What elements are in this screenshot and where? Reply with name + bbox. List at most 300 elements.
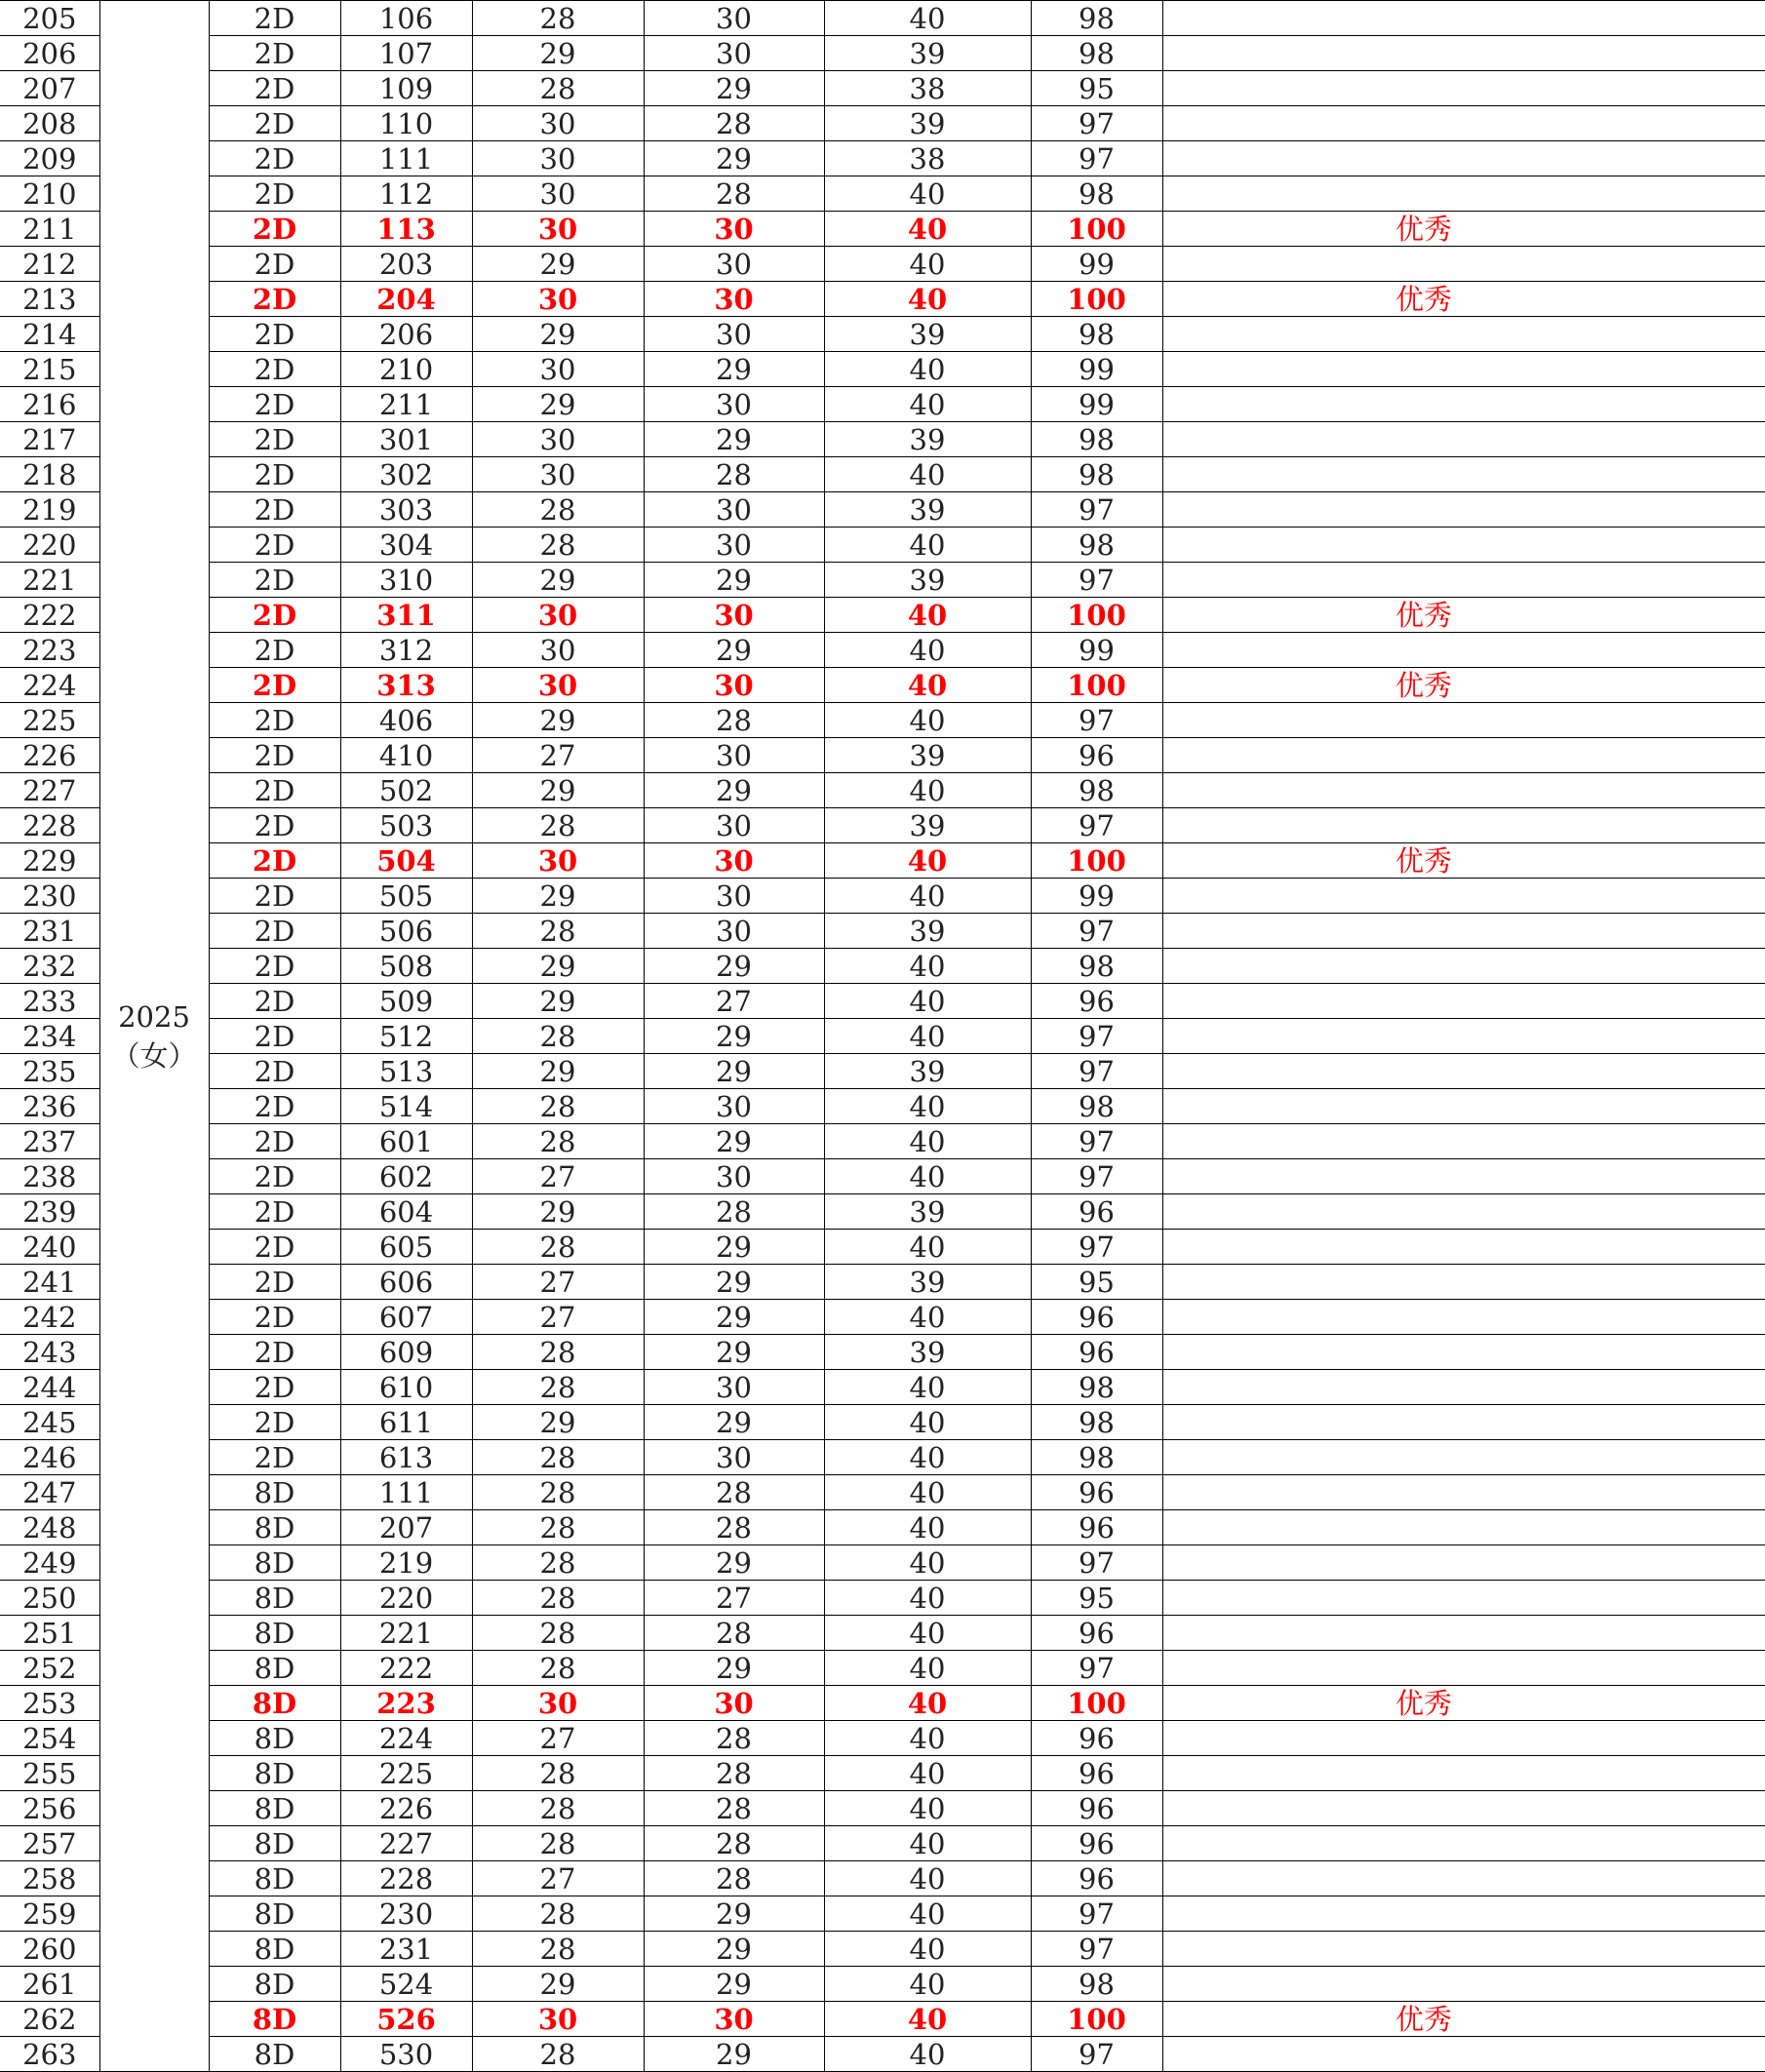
class-cell: 2D	[209, 1300, 340, 1335]
score-a-cell: 29	[472, 36, 644, 71]
rating-cell	[1162, 1440, 1765, 1475]
row-number-cell: 217	[0, 422, 99, 457]
row-number-cell: 244	[0, 1370, 99, 1405]
total-score-cell: 96	[1031, 1616, 1162, 1651]
rating-cell	[1162, 563, 1765, 598]
score-b-cell: 28	[644, 1791, 824, 1826]
table-row	[0, 1230, 1765, 1265]
score-a-cell: 29	[472, 773, 644, 808]
rating-label: 优秀	[1394, 843, 1452, 878]
table-row	[0, 598, 1765, 633]
rating-cell	[1162, 2002, 1765, 2037]
score-a-cell: 30	[472, 106, 644, 141]
rating-cell	[1162, 1265, 1765, 1300]
row-number-cell: 241	[0, 1265, 99, 1300]
total-score-cell: 98	[1031, 36, 1162, 71]
total-score-cell: 97	[1031, 1932, 1162, 1967]
rating-cell	[1162, 1054, 1765, 1089]
score-c-cell: 40	[824, 1545, 1031, 1581]
rating-cell	[1162, 1616, 1765, 1651]
score-b-cell: 29	[644, 1405, 824, 1440]
table-row	[0, 1300, 1765, 1335]
total-score-cell: 98	[1031, 176, 1162, 212]
score-a-cell: 30	[472, 1686, 644, 1721]
score-b-cell: 30	[644, 808, 824, 843]
score-c-cell: 38	[824, 71, 1031, 106]
rating-cell	[1162, 1475, 1765, 1510]
total-score-cell: 95	[1031, 1581, 1162, 1616]
class-cell: 2D	[209, 492, 340, 528]
score-c-cell: 40	[824, 1967, 1031, 2002]
cohort-cell	[99, 1, 209, 2072]
class-cell: 2D	[209, 176, 340, 212]
class-cell: 8D	[209, 1861, 340, 1896]
room-number-cell: 524	[340, 1967, 472, 2002]
score-c-cell: 40	[824, 1230, 1031, 1265]
table-row	[0, 1, 1765, 36]
rating-cell	[1162, 1545, 1765, 1581]
rating-cell	[1162, 1791, 1765, 1826]
row-number-cell: 251	[0, 1616, 99, 1651]
rating-cell	[1162, 36, 1765, 71]
score-c-cell: 40	[824, 1300, 1031, 1335]
score-b-cell: 29	[644, 1932, 824, 1967]
rating-cell	[1162, 1124, 1765, 1159]
total-score-cell: 96	[1031, 1300, 1162, 1335]
row-number-cell: 232	[0, 949, 99, 984]
rating-label: 优秀	[1394, 212, 1452, 246]
score-c-cell: 40	[824, 1159, 1031, 1194]
score-b-cell: 29	[644, 1651, 824, 1686]
room-number-cell: 604	[340, 1194, 472, 1230]
rating-cell	[1162, 528, 1765, 563]
class-cell: 2D	[209, 141, 340, 176]
score-c-cell: 40	[824, 1686, 1031, 1721]
row-number-cell: 208	[0, 106, 99, 141]
rating-cell	[1162, 703, 1765, 738]
table-row	[0, 1616, 1765, 1651]
rating-cell	[1162, 738, 1765, 773]
table-row	[0, 668, 1765, 703]
score-c-cell: 39	[824, 492, 1031, 528]
class-cell: 8D	[209, 1581, 340, 1616]
room-number-cell: 219	[340, 1545, 472, 1581]
row-number-cell: 258	[0, 1861, 99, 1896]
row-number-cell: 207	[0, 71, 99, 106]
total-score-cell: 98	[1031, 1089, 1162, 1124]
score-b-cell: 29	[644, 1054, 824, 1089]
class-cell: 2D	[209, 106, 340, 141]
score-a-cell: 28	[472, 1019, 644, 1054]
room-number-cell: 211	[340, 387, 472, 422]
rating-cell	[1162, 1581, 1765, 1616]
row-number-cell: 233	[0, 984, 99, 1019]
class-cell: 2D	[209, 1194, 340, 1230]
class-cell: 2D	[209, 1440, 340, 1475]
rating-label: 优秀	[1394, 282, 1452, 316]
score-c-cell: 40	[824, 1475, 1031, 1510]
score-a-cell: 28	[472, 1545, 644, 1581]
room-number-cell: 228	[340, 1861, 472, 1896]
score-b-cell: 30	[644, 1686, 824, 1721]
room-number-cell: 113	[340, 212, 472, 247]
table-row	[0, 1826, 1765, 1861]
score-a-cell: 27	[472, 1861, 644, 1896]
room-number-cell: 504	[340, 843, 472, 879]
row-number-cell: 245	[0, 1405, 99, 1440]
row-number-cell: 206	[0, 36, 99, 71]
score-a-cell: 28	[472, 914, 644, 949]
table-row	[0, 773, 1765, 808]
score-b-cell: 29	[644, 1124, 824, 1159]
score-b-cell: 30	[644, 36, 824, 71]
row-number-cell: 240	[0, 1230, 99, 1265]
table-row	[0, 176, 1765, 212]
class-cell: 2D	[209, 528, 340, 563]
table-row	[0, 2037, 1765, 2072]
total-score-cell: 96	[1031, 1194, 1162, 1230]
score-b-cell: 29	[644, 2037, 824, 2072]
room-number-cell: 204	[340, 282, 472, 317]
class-cell: 2D	[209, 1370, 340, 1405]
rating-cell	[1162, 1721, 1765, 1756]
table-row	[0, 843, 1765, 879]
class-cell: 2D	[209, 563, 340, 598]
class-cell: 2D	[209, 1089, 340, 1124]
rating-cell	[1162, 598, 1765, 633]
total-score-cell: 97	[1031, 1896, 1162, 1932]
class-cell: 2D	[209, 1124, 340, 1159]
table-row	[0, 1475, 1765, 1510]
score-a-cell: 29	[472, 949, 644, 984]
score-a-cell: 30	[472, 2002, 644, 2037]
table-row	[0, 1545, 1765, 1581]
room-number-cell: 610	[340, 1370, 472, 1405]
score-c-cell: 40	[824, 984, 1031, 1019]
row-number-cell: 225	[0, 703, 99, 738]
row-number-cell: 209	[0, 141, 99, 176]
class-cell: 2D	[209, 1159, 340, 1194]
score-a-cell: 30	[472, 598, 644, 633]
table-row	[0, 317, 1765, 352]
class-cell: 8D	[209, 1932, 340, 1967]
score-b-cell: 28	[644, 106, 824, 141]
table-row	[0, 422, 1765, 457]
class-cell: 2D	[209, 633, 340, 668]
score-b-cell: 30	[644, 492, 824, 528]
room-number-cell: 210	[340, 352, 472, 387]
room-number-cell: 223	[340, 1686, 472, 1721]
room-number-cell: 609	[340, 1335, 472, 1370]
total-score-cell: 95	[1031, 1265, 1162, 1300]
total-score-cell: 96	[1031, 1861, 1162, 1896]
score-b-cell: 29	[644, 1019, 824, 1054]
class-cell: 2D	[209, 36, 340, 71]
total-score-cell: 97	[1031, 141, 1162, 176]
row-number-cell: 261	[0, 1967, 99, 2002]
rating-cell	[1162, 387, 1765, 422]
class-cell: 2D	[209, 212, 340, 247]
table-row	[0, 1896, 1765, 1932]
table-row	[0, 879, 1765, 914]
class-cell: 2D	[209, 387, 340, 422]
class-cell: 2D	[209, 668, 340, 703]
score-b-cell: 29	[644, 1967, 824, 2002]
rating-cell	[1162, 1932, 1765, 1967]
room-number-cell: 602	[340, 1159, 472, 1194]
score-b-cell: 28	[644, 703, 824, 738]
row-number-cell: 210	[0, 176, 99, 212]
score-b-cell: 30	[644, 387, 824, 422]
rating-cell	[1162, 422, 1765, 457]
score-a-cell: 28	[472, 1581, 644, 1616]
score-c-cell: 40	[824, 1721, 1031, 1756]
score-a-cell: 28	[472, 2037, 644, 2072]
room-number-cell: 503	[340, 808, 472, 843]
rating-cell	[1162, 1686, 1765, 1721]
row-number-cell: 256	[0, 1791, 99, 1826]
score-c-cell: 39	[824, 1054, 1031, 1089]
total-score-cell: 100	[1031, 212, 1162, 247]
room-number-cell: 304	[340, 528, 472, 563]
row-number-cell: 239	[0, 1194, 99, 1230]
score-c-cell: 40	[824, 1896, 1031, 1932]
table-row	[0, 36, 1765, 71]
score-b-cell: 29	[644, 773, 824, 808]
score-a-cell: 30	[472, 668, 644, 703]
score-c-cell: 39	[824, 738, 1031, 773]
total-score-cell: 98	[1031, 317, 1162, 352]
room-number-cell: 106	[340, 1, 472, 36]
score-c-cell: 40	[824, 1405, 1031, 1440]
rating-label: 优秀	[1394, 598, 1452, 632]
class-cell: 2D	[209, 71, 340, 106]
total-score-cell: 100	[1031, 843, 1162, 879]
room-number-cell: 313	[340, 668, 472, 703]
score-a-cell: 30	[472, 352, 644, 387]
score-b-cell: 28	[644, 1616, 824, 1651]
score-a-cell: 28	[472, 1616, 644, 1651]
table-row	[0, 1651, 1765, 1686]
total-score-cell: 99	[1031, 633, 1162, 668]
score-b-cell: 28	[644, 1194, 824, 1230]
row-number-cell: 220	[0, 528, 99, 563]
score-c-cell: 40	[824, 1791, 1031, 1826]
row-number-cell: 226	[0, 738, 99, 773]
class-cell: 2D	[209, 598, 340, 633]
score-a-cell: 28	[472, 1124, 644, 1159]
score-c-cell: 39	[824, 1194, 1031, 1230]
row-number-cell: 224	[0, 668, 99, 703]
room-number-cell: 605	[340, 1230, 472, 1265]
total-score-cell: 98	[1031, 422, 1162, 457]
score-b-cell: 28	[644, 1861, 824, 1896]
table-row	[0, 141, 1765, 176]
table-row	[0, 1019, 1765, 1054]
class-cell: 2D	[209, 773, 340, 808]
table-row	[0, 1861, 1765, 1896]
score-a-cell: 28	[472, 1896, 644, 1932]
table-row	[0, 282, 1765, 317]
score-b-cell: 27	[644, 984, 824, 1019]
room-number-cell: 406	[340, 703, 472, 738]
table-row	[0, 563, 1765, 598]
row-number-cell: 219	[0, 492, 99, 528]
class-cell: 2D	[209, 422, 340, 457]
class-cell: 2D	[209, 703, 340, 738]
room-number-cell: 311	[340, 598, 472, 633]
row-number-cell: 227	[0, 773, 99, 808]
room-number-cell: 221	[340, 1616, 472, 1651]
table-row	[0, 808, 1765, 843]
total-score-cell: 98	[1031, 773, 1162, 808]
class-cell: 2D	[209, 1019, 340, 1054]
row-number-cell: 205	[0, 1, 99, 36]
rating-cell	[1162, 1756, 1765, 1791]
room-number-cell: 606	[340, 1265, 472, 1300]
cohort-year: 2025	[118, 999, 190, 1034]
rating-cell	[1162, 984, 1765, 1019]
room-number-cell: 513	[340, 1054, 472, 1089]
rating-cell	[1162, 1370, 1765, 1405]
rating-cell	[1162, 71, 1765, 106]
score-b-cell: 30	[644, 528, 824, 563]
room-number-cell: 410	[340, 738, 472, 773]
score-a-cell: 28	[472, 1089, 644, 1124]
total-score-cell: 96	[1031, 984, 1162, 1019]
score-b-cell: 28	[644, 1510, 824, 1545]
rating-cell	[1162, 282, 1765, 317]
score-c-cell: 40	[824, 773, 1031, 808]
row-number-cell: 263	[0, 2037, 99, 2072]
rating-cell	[1162, 668, 1765, 703]
total-score-cell: 100	[1031, 1686, 1162, 1721]
rating-cell	[1162, 1194, 1765, 1230]
score-b-cell: 30	[644, 282, 824, 317]
score-b-cell: 30	[644, 1, 824, 36]
score-b-cell: 30	[644, 668, 824, 703]
row-number-cell: 249	[0, 1545, 99, 1581]
room-number-cell: 110	[340, 106, 472, 141]
total-score-cell: 97	[1031, 2037, 1162, 2072]
row-number-cell: 238	[0, 1159, 99, 1194]
score-a-cell: 29	[472, 317, 644, 352]
score-a-cell: 29	[472, 984, 644, 1019]
score-c-cell: 40	[824, 212, 1031, 247]
row-number-cell: 236	[0, 1089, 99, 1124]
score-a-cell: 28	[472, 1475, 644, 1510]
room-number-cell: 509	[340, 984, 472, 1019]
table-row	[0, 247, 1765, 282]
room-number-cell: 227	[340, 1826, 472, 1861]
room-number-cell: 530	[340, 2037, 472, 2072]
score-a-cell: 28	[472, 1510, 644, 1545]
score-b-cell: 30	[644, 879, 824, 914]
room-number-cell: 109	[340, 71, 472, 106]
rating-cell	[1162, 1405, 1765, 1440]
total-score-cell: 96	[1031, 738, 1162, 773]
class-cell: 8D	[209, 1721, 340, 1756]
room-number-cell: 222	[340, 1651, 472, 1686]
table-row	[0, 106, 1765, 141]
table-row	[0, 1124, 1765, 1159]
class-cell: 2D	[209, 352, 340, 387]
room-number-cell: 502	[340, 773, 472, 808]
score-a-cell: 30	[472, 212, 644, 247]
table-row	[0, 71, 1765, 106]
total-score-cell: 98	[1031, 1967, 1162, 2002]
table-row	[0, 492, 1765, 528]
row-number-cell: 223	[0, 633, 99, 668]
table-row	[0, 703, 1765, 738]
score-a-cell: 29	[472, 1194, 644, 1230]
total-score-cell: 96	[1031, 1721, 1162, 1756]
score-c-cell: 40	[824, 1861, 1031, 1896]
class-cell: 8D	[209, 1651, 340, 1686]
row-number-cell: 254	[0, 1721, 99, 1756]
row-number-cell: 259	[0, 1896, 99, 1932]
score-c-cell: 40	[824, 247, 1031, 282]
row-number-cell: 234	[0, 1019, 99, 1054]
score-c-cell: 39	[824, 1265, 1031, 1300]
room-number-cell: 231	[340, 1932, 472, 1967]
rating-cell	[1162, 1, 1765, 36]
rating-cell	[1162, 843, 1765, 879]
table-row	[0, 387, 1765, 422]
room-number-cell: 601	[340, 1124, 472, 1159]
score-b-cell: 30	[644, 1440, 824, 1475]
score-c-cell: 40	[824, 598, 1031, 633]
room-number-cell: 301	[340, 422, 472, 457]
rating-label: 优秀	[1394, 668, 1452, 702]
rating-cell	[1162, 1510, 1765, 1545]
score-c-cell: 40	[824, 1510, 1031, 1545]
rating-cell	[1162, 1230, 1765, 1265]
class-cell: 2D	[209, 1054, 340, 1089]
class-cell: 2D	[209, 843, 340, 879]
table-body	[0, 1, 1765, 2072]
table-row	[0, 1440, 1765, 1475]
total-score-cell: 98	[1031, 1, 1162, 36]
table-row	[0, 1581, 1765, 1616]
score-c-cell: 40	[824, 949, 1031, 984]
class-cell: 8D	[209, 1896, 340, 1932]
room-number-cell: 226	[340, 1791, 472, 1826]
table-row	[0, 1721, 1765, 1756]
rating-cell	[1162, 1861, 1765, 1896]
rating-cell	[1162, 492, 1765, 528]
class-cell: 2D	[209, 949, 340, 984]
rating-cell	[1162, 1019, 1765, 1054]
row-number-cell: 229	[0, 843, 99, 879]
row-number-cell: 262	[0, 2002, 99, 2037]
score-b-cell: 30	[644, 843, 824, 879]
score-a-cell: 30	[472, 843, 644, 879]
row-number-cell: 255	[0, 1756, 99, 1791]
total-score-cell: 96	[1031, 1791, 1162, 1826]
score-c-cell: 40	[824, 1089, 1031, 1124]
table-row	[0, 1932, 1765, 1967]
room-number-cell: 203	[340, 247, 472, 282]
class-cell: 8D	[209, 1791, 340, 1826]
table-row	[0, 1089, 1765, 1124]
class-cell: 8D	[209, 1826, 340, 1861]
rating-cell	[1162, 1826, 1765, 1861]
table-row	[0, 1265, 1765, 1300]
rating-cell	[1162, 457, 1765, 492]
score-b-cell: 30	[644, 247, 824, 282]
total-score-cell: 99	[1031, 352, 1162, 387]
